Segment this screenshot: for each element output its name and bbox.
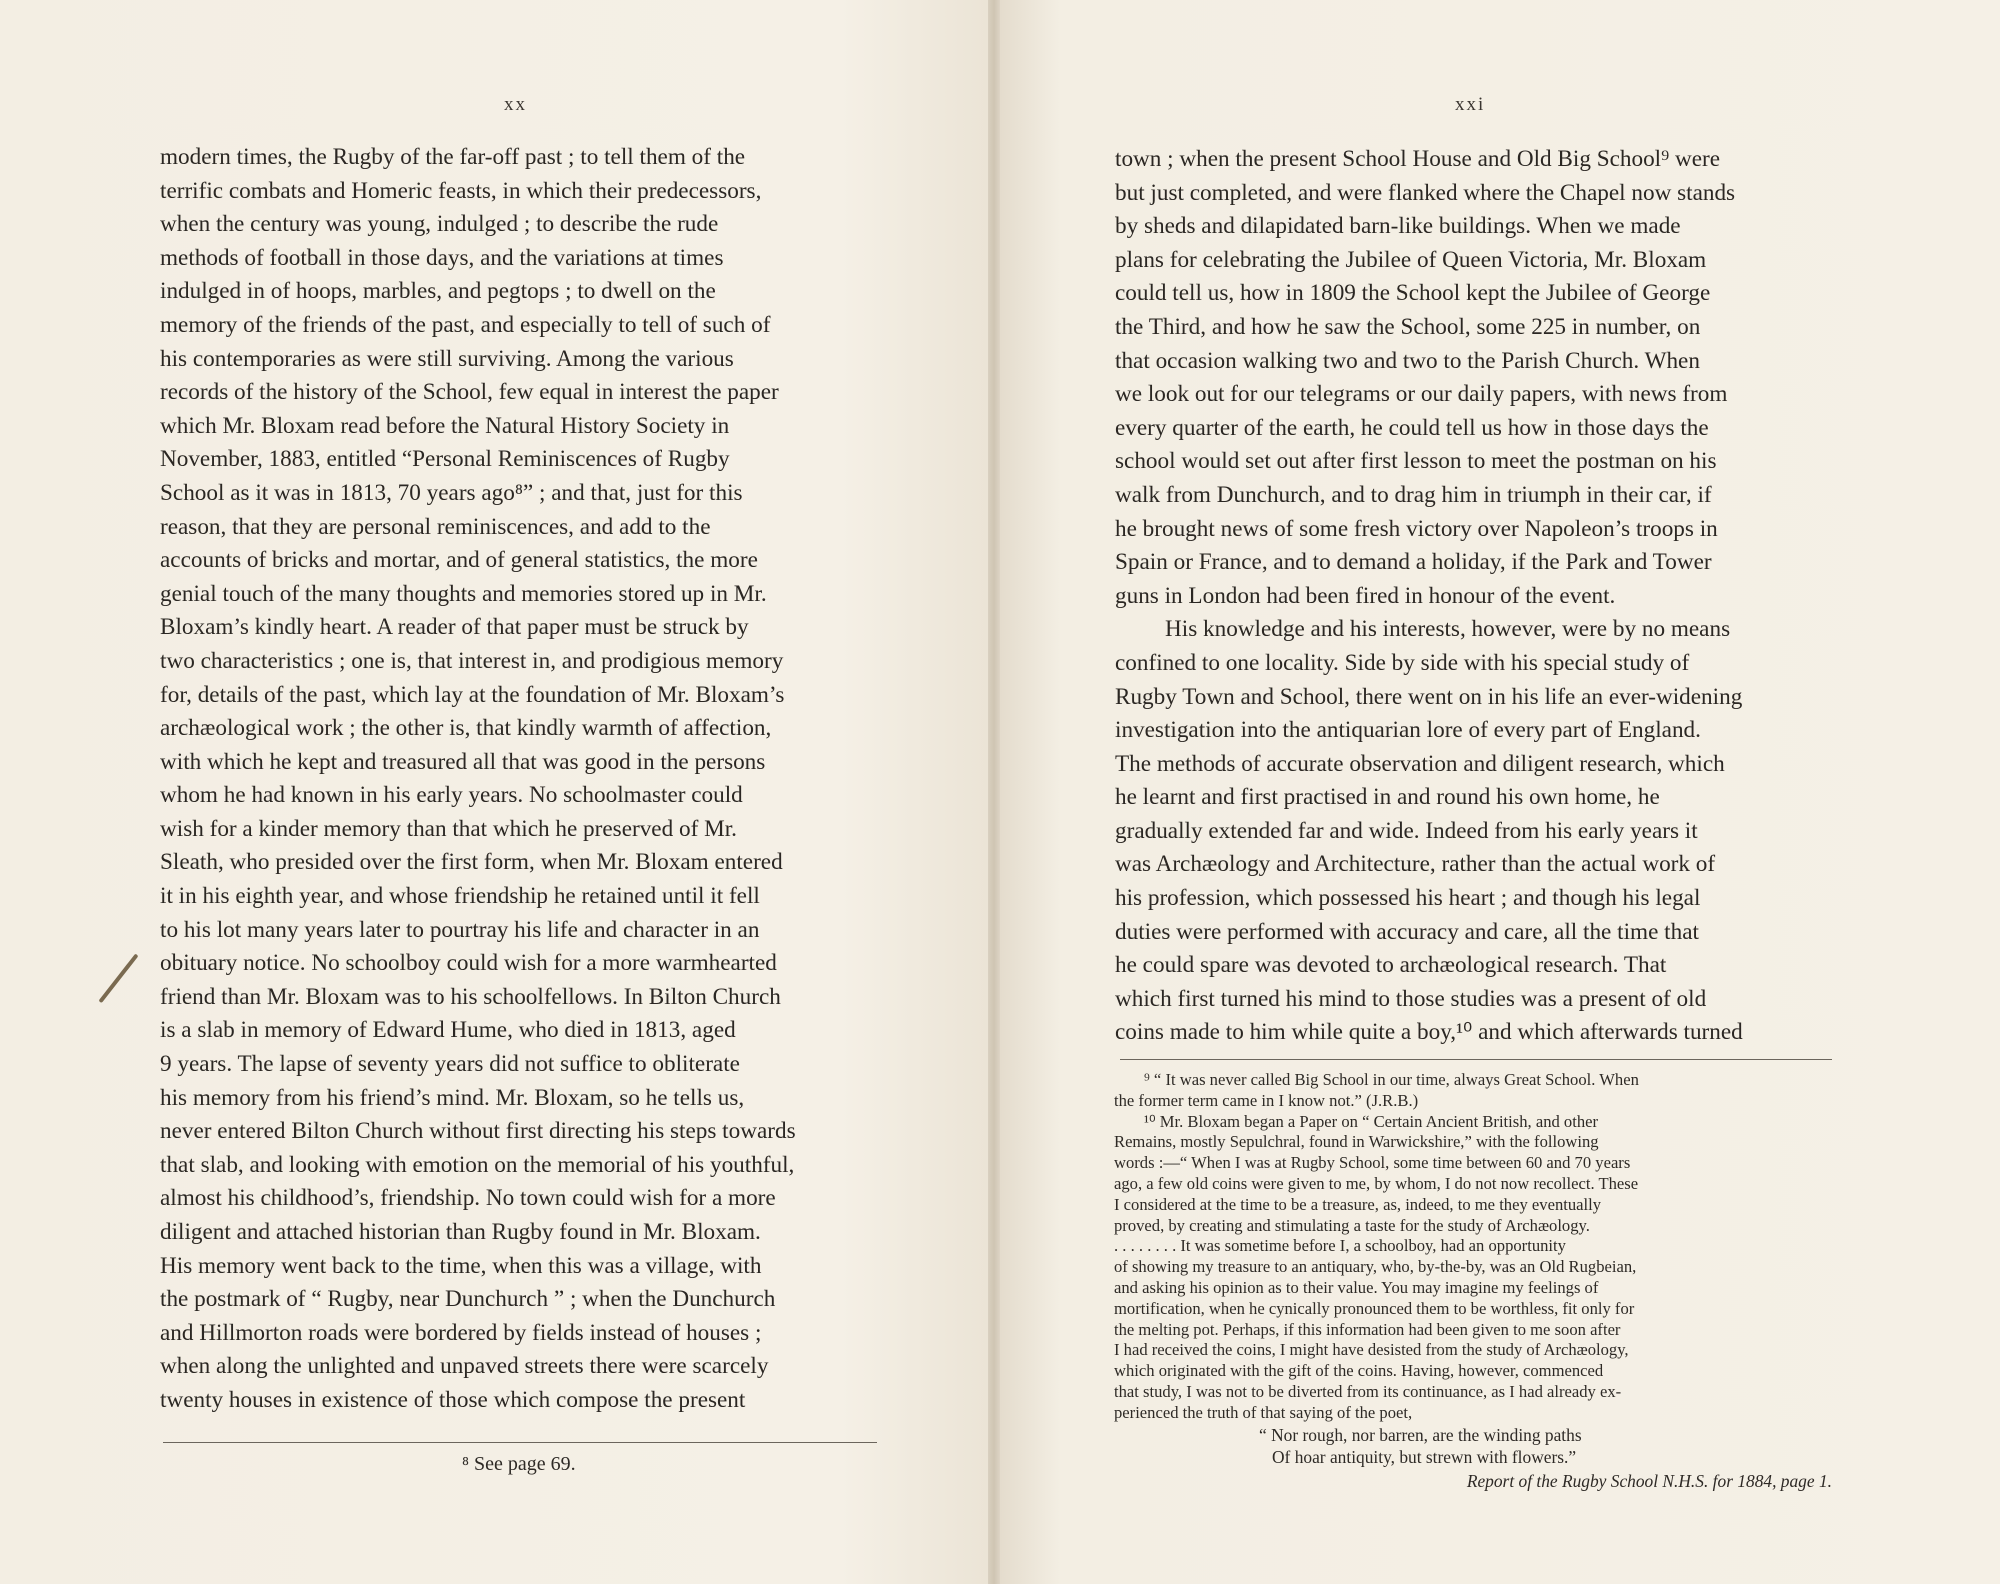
text-line: His knowledge and his interests, however, were by no means — [1165, 616, 1731, 643]
text-line: and Hillmorton roads were bordered by fields instead of houses ; — [160, 1319, 762, 1346]
text-line: duties were performed with accuracy and care, all the time that — [1115, 918, 1699, 945]
text-line: his contemporaries as were still surviving. Among the various — [160, 345, 734, 372]
text-line: is a slab in memory of Edward Hume, who died in 1813, aged — [160, 1017, 736, 1044]
text-line: almost his childhood’s, friendship. No town could wish for a more — [160, 1185, 776, 1212]
footnote-rule — [163, 1442, 877, 1443]
text-line: his profession, which possessed his heart ; and though his legal — [1115, 885, 1701, 912]
text-line: records of the history of the School, few equal in interest the paper — [160, 379, 779, 406]
text-line: coins made to him while quite a boy,¹⁰ and which afterwards turned — [1115, 1019, 1743, 1046]
text-line: for, details of the past, which lay at the foundation of Mr. Bloxam’s — [160, 681, 785, 708]
footnotes — [1114, 1070, 1832, 1494]
text-line: guns in London had been fired in honour of the event. — [1115, 582, 1616, 609]
text-line: archæological work ; the other is, that kindly warmth of affection, — [160, 715, 772, 742]
text-line: twenty houses in existence of those which compose the present — [160, 1386, 746, 1413]
footnote-line: I considered at the time to be a treasure, as, indeed, to me they eventually — [1114, 1194, 1602, 1214]
text-line: confined to one locality. Side by side with his special study of — [1115, 649, 1690, 676]
text-line: walk from Dunchurch, and to drag him in triumph in their car, if — [1115, 481, 1712, 508]
text-line: every quarter of the earth, he could tell us how in those days the — [1115, 414, 1709, 441]
text-line: town ; when the present School House and Old Big School⁹ were — [1115, 146, 1721, 172]
text-line: plans for celebrating the Jubilee of Queen Victoria, Mr. Bloxam — [1115, 246, 1707, 273]
left-body-text — [160, 141, 878, 1418]
text-line: indulged in of hoops, marbles, and pegtops ; to dwell on the — [160, 278, 716, 305]
text-line: whom he had known in his early years. No schoolmaster could — [160, 782, 743, 809]
footnote-line: ¹⁰ Mr. Bloxam began a Paper on “ Certain Ancient British, and other — [1144, 1111, 1599, 1131]
text-line: it in his eighth year, and whose friendship he retained until it fell — [160, 883, 760, 910]
footnote-line: . . . . . . . . It was sometime before I, a schoolboy, had an opportunity — [1114, 1236, 1566, 1256]
footnote-line: and asking his opinion as to their value. You may imagine my feelings of — [1114, 1277, 1599, 1297]
citation: Report of the Rugby School N.H.S. for 1884, page 1. — [1466, 1470, 1832, 1491]
text-line: His memory went back to the time, when this was a village, with — [160, 1252, 762, 1279]
left-page — [0, 0, 988, 1584]
text-line: diligent and attached historian than Rugby found in Mr. Bloxam. — [160, 1219, 761, 1245]
text-line: terrific combats and Homeric feasts, in which their predecessors, — [160, 177, 762, 204]
text-line: Spain or France, and to demand a holiday, if the Park and Tower — [1115, 549, 1712, 576]
page-number: xxi — [1455, 94, 1486, 115]
text-line: 9 years. The lapse of seventy years did not suffice to obliterate — [160, 1051, 740, 1078]
poem-line: “ Nor rough, nor barren, are the winding paths — [1259, 1424, 1582, 1445]
right-body-text — [1115, 143, 1830, 1050]
footnote-rule — [1120, 1059, 1832, 1060]
text-line: gradually extended far and wide. Indeed from his early years it — [1115, 817, 1698, 844]
page-number: xx — [504, 94, 527, 115]
text-line: he brought news of some fresh victory over Napoleon’s troops in — [1115, 515, 1718, 542]
text-line: School as it was in 1813, 70 years ago⁸” ; and that, just for this — [160, 479, 743, 506]
text-line: memory of the friends of the past, and especially to tell of such of — [160, 311, 771, 338]
text-line: which Mr. Bloxam read before the Natural History Society in — [160, 412, 730, 439]
poem-line: Of hoar antiquity, but strewn with flowers.” — [1272, 1446, 1577, 1467]
text-line: investigation into the antiquarian lore of every part of England. — [1115, 717, 1701, 744]
text-line: that slab, and looking with emotion on the memorial of his youthful, — [160, 1151, 795, 1178]
footnote-line: proved, by creating and stimulating a taste for the study of Archæology. — [1114, 1215, 1590, 1235]
footnote-line: the former term came in I know not.” (J.R.B.) — [1114, 1090, 1419, 1110]
text-line: two characteristics ; one is, that interest in, and prodigious memory — [160, 647, 784, 674]
text-line: reason, that they are personal reminiscences, and add to the — [160, 513, 711, 540]
footnote-line: words :—“ When I was at Rugby School, some time between 60 and 70 years — [1114, 1153, 1631, 1173]
text-line: we look out for our telegrams or our daily papers, with news from — [1115, 381, 1728, 408]
text-line: by sheds and dilapidated barn-like buildings. When we made — [1115, 213, 1681, 240]
text-line: November, 1883, entitled “Personal Reminiscences of Rugby — [160, 446, 730, 473]
text-line: never entered Bilton Church without first directing his steps towards — [160, 1118, 796, 1145]
text-line: obituary notice. No schoolboy could wish for a more warmhearted — [160, 950, 777, 977]
text-line: that occasion walking two and two to the Parish Church. When — [1115, 347, 1700, 374]
text-line: he could spare was devoted to archæological research. That — [1115, 952, 1667, 979]
footnote-line: of showing my treasure to an antiquary, who, by-the-by, was an Old Rugbeian, — [1114, 1257, 1637, 1277]
footnote-line: I had received the coins, I might have desisted from the study of Archæology, — [1114, 1340, 1629, 1360]
text-line: Bloxam’s kindly heart. A reader of that paper must be struck by — [160, 614, 749, 641]
right-page — [1000, 0, 2000, 1584]
footnote: ⁸ See page 69. — [462, 1453, 576, 1475]
text-line: his memory from his friend’s mind. Mr. Bloxam, so he tells us, — [160, 1084, 745, 1111]
text-line: with which he kept and treasured all that was good in the persons — [160, 748, 766, 775]
text-line: The methods of accurate observation and diligent research, which — [1115, 750, 1725, 777]
text-line: Sleath, who presided over the first form, when Mr. Bloxam entered — [160, 849, 783, 876]
text-line: when the century was young, indulged ; to describe the rude — [160, 211, 719, 238]
footnote-line: that study, I was not to be diverted from its continuance, as I had already ex- — [1114, 1381, 1622, 1401]
footnote-line: which originated with the gift of the coins. Having, however, commenced — [1114, 1361, 1604, 1381]
text-line: wish for a kinder memory than that which he preserved of Mr. — [160, 815, 737, 842]
footnote-line: mortification, when he cynically pronounced them to be worthless, fit only for — [1114, 1298, 1635, 1318]
text-line: accounts of bricks and mortar, and of general statistics, the more — [160, 547, 758, 574]
text-line: could tell us, how in 1809 the School kept the Jubilee of George — [1115, 280, 1711, 307]
text-line: the postmark of “ Rugby, near Dunchurch ” ; when the Dunchurch — [160, 1286, 776, 1313]
footnote-line: perienced the truth of that saying of the poet, — [1114, 1402, 1413, 1422]
text-line: to his lot many years later to pourtray his life and character in an — [160, 916, 760, 943]
footnote-line: the melting pot. Perhaps, if this information had been given to me soon after — [1114, 1319, 1621, 1339]
text-line: Rugby Town and School, there went on in his life an ever-widening — [1115, 683, 1743, 710]
text-line: genial touch of the many thoughts and memories stored up in Mr. — [160, 580, 767, 607]
book-gutter — [988, 0, 1000, 1584]
text-line: the Third, and how he saw the School, some 225 in number, on — [1115, 313, 1701, 340]
text-line: school would set out after first lesson to meet the postman on his — [1115, 448, 1717, 475]
text-line: but just completed, and were flanked where the Chapel now stands — [1115, 179, 1736, 206]
footnote-line: Remains, mostly Sepulchral, found in Warwickshire,” with the following — [1114, 1132, 1599, 1152]
text-line: was Archæology and Architecture, rather than the actual work of — [1115, 851, 1716, 878]
text-line: when along the unlighted and unpaved streets there were scarcely — [160, 1353, 769, 1380]
text-line: he learnt and first practised in and round his own home, he — [1115, 784, 1660, 811]
footnote-line: ⁹ “ It was never called Big School in our time, always Great School. When — [1144, 1070, 1639, 1089]
text-line: friend than Mr. Bloxam was to his schoolfellows. In Bilton Church — [160, 983, 781, 1010]
footnote-line: ago, a few old coins were given to me, by whom, I do not now recollect. These — [1114, 1173, 1639, 1193]
text-line: methods of football in those days, and the variations at times — [160, 244, 724, 271]
text-line: which first turned his mind to those studies was a present of old — [1115, 985, 1707, 1012]
text-line: modern times, the Rugby of the far-off past ; to tell them of the — [160, 144, 746, 170]
